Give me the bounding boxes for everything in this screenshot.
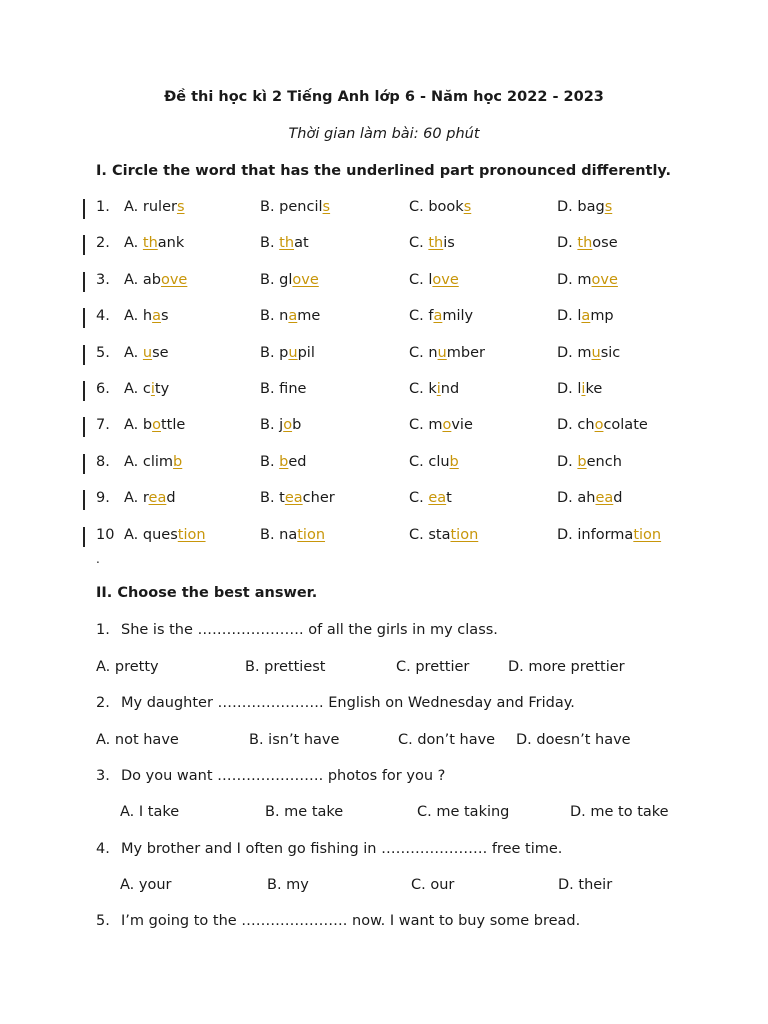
underlined-part: i bbox=[436, 381, 441, 397]
underlined-part: b bbox=[577, 454, 587, 470]
trailing-dot: . bbox=[96, 552, 100, 566]
row-margin-bar bbox=[83, 308, 85, 328]
row-margin-bar bbox=[83, 454, 85, 474]
option-d[interactable] bbox=[557, 308, 614, 324]
question-3-number: 3. bbox=[96, 768, 110, 784]
underlined-part: ove bbox=[160, 272, 188, 288]
word-part: vie bbox=[451, 417, 473, 433]
option-letter: A. bbox=[124, 381, 139, 397]
word-part: ch bbox=[577, 417, 595, 433]
option-a[interactable] bbox=[124, 490, 176, 506]
word-part: b bbox=[142, 417, 153, 433]
word-part: m bbox=[577, 272, 592, 288]
option-b[interactable] bbox=[260, 454, 307, 470]
word-part: pil bbox=[297, 345, 315, 361]
option-c[interactable] bbox=[409, 345, 485, 361]
option-letter: D. bbox=[557, 272, 573, 288]
word-part: nd bbox=[440, 381, 460, 397]
option-letter: B. bbox=[260, 417, 275, 433]
word-part: d bbox=[613, 490, 623, 506]
underlined-part: s bbox=[604, 199, 613, 215]
option-letter: D. bbox=[557, 235, 573, 251]
word-part: ruler bbox=[142, 199, 177, 215]
option-letter: C. bbox=[409, 308, 424, 324]
word-part: p bbox=[279, 345, 289, 361]
question-5-text: I’m going to the …………………. now. I want to buy some bread. bbox=[121, 913, 581, 929]
option-a[interactable] bbox=[124, 199, 185, 215]
question-3-option-a: A. I take bbox=[120, 804, 180, 820]
option-d[interactable] bbox=[557, 235, 618, 251]
option-a[interactable] bbox=[124, 417, 185, 433]
option-letter: D. bbox=[557, 308, 573, 324]
option-letter: B. bbox=[260, 272, 275, 288]
option-d[interactable] bbox=[557, 345, 620, 361]
word-part: ty bbox=[154, 381, 170, 397]
underlined-part: th bbox=[428, 235, 444, 251]
option-letter: A. bbox=[124, 235, 139, 251]
option-d[interactable] bbox=[557, 527, 661, 543]
row-number: 6. bbox=[96, 381, 110, 397]
question-3-option-b: B. me take bbox=[265, 804, 344, 820]
word-part: h bbox=[142, 308, 153, 324]
option-b[interactable] bbox=[260, 527, 325, 543]
row-number: 8. bbox=[96, 454, 110, 470]
word-part: ttle bbox=[160, 417, 186, 433]
option-c[interactable] bbox=[409, 235, 455, 251]
word-part: informa bbox=[577, 527, 634, 543]
question-4-option-c: C. our bbox=[411, 877, 455, 893]
option-letter: B. bbox=[260, 199, 275, 215]
underlined-part: a bbox=[433, 308, 443, 324]
question-1-option-a: A. pretty bbox=[96, 659, 159, 675]
word-part: colate bbox=[603, 417, 648, 433]
word-part: clu bbox=[428, 454, 450, 470]
option-c[interactable] bbox=[409, 527, 478, 543]
word-part: l bbox=[428, 272, 433, 288]
word-part: ah bbox=[577, 490, 596, 506]
row-margin-bar bbox=[83, 490, 85, 510]
option-c[interactable] bbox=[409, 490, 452, 506]
question-4-text: My brother and I often go fishing in …………………. free time. bbox=[121, 841, 563, 857]
option-b[interactable] bbox=[260, 308, 320, 324]
option-b[interactable] bbox=[260, 235, 309, 251]
row-margin-bar bbox=[83, 272, 85, 292]
underlined-part: a bbox=[152, 308, 161, 324]
underlined-part: ove bbox=[591, 272, 618, 288]
underlined-part: u bbox=[288, 345, 298, 361]
word-part: n bbox=[279, 308, 289, 324]
word-part: ench bbox=[586, 454, 622, 470]
underlined-part: tion bbox=[633, 527, 662, 543]
question-4-number: 4. bbox=[96, 841, 110, 857]
question-2-option-b: B. isn’t have bbox=[249, 732, 340, 748]
question-4-option-b: B. my bbox=[267, 877, 309, 893]
option-letter: C. bbox=[409, 490, 424, 506]
word-part: f bbox=[279, 381, 289, 397]
page-title: Đề thi học kì 2 Tiếng Anh lớp 6 - Năm học 2022 - 2023 bbox=[164, 89, 604, 105]
option-a[interactable] bbox=[124, 527, 206, 543]
question-4-option-a: A. your bbox=[120, 877, 172, 893]
option-letter: A. bbox=[124, 199, 139, 215]
option-d[interactable] bbox=[557, 417, 648, 433]
word-part: ose bbox=[592, 235, 618, 251]
option-letter: C. bbox=[409, 199, 424, 215]
option-letter: B. bbox=[260, 527, 275, 543]
option-letter: A. bbox=[124, 454, 139, 470]
question-2-option-a: A. not have bbox=[96, 732, 179, 748]
word-part: mily bbox=[442, 308, 474, 324]
underlined-part: b bbox=[173, 454, 183, 470]
section-2-heading: II. Choose the best answer. bbox=[96, 585, 318, 601]
option-letter: B. bbox=[260, 490, 275, 506]
word-part: m bbox=[428, 417, 443, 433]
word-part: d bbox=[166, 490, 176, 506]
option-a[interactable] bbox=[124, 454, 182, 470]
underlined-part: ea bbox=[148, 490, 167, 506]
question-3-option-d: D. me to take bbox=[570, 804, 669, 820]
word-part: se bbox=[152, 345, 169, 361]
underlined-part: i bbox=[581, 381, 586, 397]
row-margin-bar bbox=[83, 417, 85, 437]
underlined-part: ea bbox=[284, 490, 303, 506]
option-d[interactable] bbox=[557, 490, 623, 506]
option-c[interactable] bbox=[409, 381, 459, 397]
underlined-part: b bbox=[279, 454, 289, 470]
option-letter: D. bbox=[557, 417, 573, 433]
row-number: 5. bbox=[96, 345, 110, 361]
option-letter: A. bbox=[124, 490, 139, 506]
word-part: b bbox=[292, 417, 302, 433]
word-part: m bbox=[577, 345, 592, 361]
word-part: t bbox=[446, 490, 452, 506]
row-margin-bar bbox=[83, 345, 85, 365]
word-part: sta bbox=[428, 527, 451, 543]
underlined-part: ove bbox=[292, 272, 319, 288]
row-margin-bar bbox=[83, 235, 85, 255]
option-d[interactable] bbox=[557, 272, 618, 288]
option-letter: B. bbox=[260, 308, 275, 324]
option-letter: B. bbox=[260, 454, 275, 470]
underlined-part: u bbox=[591, 345, 601, 361]
word-part: bag bbox=[577, 199, 605, 215]
underlined-part: s bbox=[176, 199, 185, 215]
question-5-number: 5. bbox=[96, 913, 110, 929]
option-c[interactable] bbox=[409, 454, 459, 470]
row-number: 2. bbox=[96, 235, 110, 251]
row-margin-bar bbox=[83, 199, 85, 219]
option-c[interactable] bbox=[409, 417, 473, 433]
word-part: mp bbox=[590, 308, 614, 324]
underlined-part: tion bbox=[450, 527, 479, 543]
option-letter: D. bbox=[557, 345, 573, 361]
option-a[interactable] bbox=[124, 308, 169, 324]
option-letter: C. bbox=[409, 272, 424, 288]
word-part: s bbox=[160, 308, 169, 324]
underlined-part: a bbox=[288, 308, 298, 324]
underlined-part: tion bbox=[297, 527, 326, 543]
underlined-part: o bbox=[442, 417, 452, 433]
word-part: ed bbox=[288, 454, 307, 470]
row-margin-bar bbox=[83, 527, 85, 547]
option-letter: D. bbox=[557, 381, 573, 397]
word-part: l bbox=[577, 381, 582, 397]
section-1-heading: I. Circle the word that has the underlined part pronounced differently. bbox=[96, 163, 672, 179]
word-part: j bbox=[279, 417, 284, 433]
option-letter: C. bbox=[409, 527, 424, 543]
row-number: 3. bbox=[96, 272, 110, 288]
underlined-part: ea bbox=[595, 490, 614, 506]
option-b[interactable] bbox=[260, 272, 319, 288]
underlined-part: o bbox=[283, 417, 293, 433]
option-b[interactable] bbox=[260, 490, 335, 506]
option-letter: C. bbox=[409, 345, 424, 361]
exam-duration: Thời gian làm bài: 60 phút bbox=[288, 126, 480, 142]
underlined-part: th bbox=[279, 235, 295, 251]
word-part: t bbox=[279, 490, 285, 506]
underlined-part: u bbox=[437, 345, 447, 361]
word-part: n bbox=[428, 345, 438, 361]
underlined-part: o bbox=[594, 417, 604, 433]
word-part: na bbox=[279, 527, 298, 543]
option-letter: C. bbox=[409, 454, 424, 470]
row-number: 9. bbox=[96, 490, 110, 506]
option-d[interactable] bbox=[557, 454, 622, 470]
option-a[interactable] bbox=[124, 345, 169, 361]
word-part: me bbox=[297, 308, 321, 324]
row-number: 7. bbox=[96, 417, 110, 433]
question-2-number: 2. bbox=[96, 695, 110, 711]
option-letter: B. bbox=[260, 235, 275, 251]
underlined-part: th bbox=[142, 235, 158, 251]
word-part: r bbox=[142, 490, 149, 506]
option-b[interactable] bbox=[260, 345, 315, 361]
underlined-part: th bbox=[577, 235, 593, 251]
word-part: book bbox=[428, 199, 464, 215]
row-number: 4. bbox=[96, 308, 110, 324]
option-b[interactable] bbox=[260, 199, 330, 215]
option-letter: B. bbox=[260, 381, 275, 397]
underlined-part: s bbox=[463, 199, 472, 215]
word-part: ke bbox=[585, 381, 603, 397]
option-a[interactable] bbox=[124, 235, 184, 251]
word-part: gl bbox=[279, 272, 293, 288]
question-3-option-c: C. me taking bbox=[417, 804, 510, 820]
word-part: mber bbox=[446, 345, 485, 361]
option-c[interactable] bbox=[409, 272, 459, 288]
underlined-part: s bbox=[322, 199, 331, 215]
option-letter: A. bbox=[124, 527, 139, 543]
underlined-part: ea bbox=[428, 490, 447, 506]
option-a[interactable] bbox=[124, 272, 187, 288]
option-b[interactable] bbox=[260, 381, 306, 397]
option-c[interactable] bbox=[409, 308, 473, 324]
option-letter: C. bbox=[409, 381, 424, 397]
question-1-option-b: B. prettiest bbox=[245, 659, 326, 675]
option-letter: D. bbox=[557, 490, 573, 506]
word-part: f bbox=[428, 308, 434, 324]
option-letter: A. bbox=[124, 417, 139, 433]
row-margin-bar bbox=[83, 381, 85, 401]
option-letter: A. bbox=[124, 272, 139, 288]
underlined-part: a bbox=[581, 308, 591, 324]
option-letter: D. bbox=[557, 527, 573, 543]
word-part: ques bbox=[142, 527, 178, 543]
option-d[interactable] bbox=[557, 381, 602, 397]
option-letter: C. bbox=[409, 417, 424, 433]
word-part: ab bbox=[142, 272, 161, 288]
word-part: is bbox=[443, 235, 455, 251]
option-b[interactable] bbox=[260, 417, 301, 433]
question-2-option-d: D. doesn’t have bbox=[516, 732, 631, 748]
question-2-text: My daughter …………………. English on Wednesday and Friday. bbox=[121, 695, 575, 711]
underlined-part: u bbox=[142, 345, 153, 361]
question-1-number: 1. bbox=[96, 622, 110, 638]
option-a[interactable] bbox=[124, 381, 169, 397]
question-1-option-d: D. more prettier bbox=[508, 659, 625, 675]
word-part: ne bbox=[288, 381, 307, 397]
question-4-option-d: D. their bbox=[558, 877, 613, 893]
underlined-part: o bbox=[152, 417, 161, 433]
question-1-option-c: C. prettier bbox=[396, 659, 470, 675]
underlined-part: ove bbox=[432, 272, 459, 288]
row-number: 1. bbox=[96, 199, 110, 215]
word-part: pencil bbox=[279, 199, 323, 215]
option-letter: C. bbox=[409, 235, 424, 251]
option-letter: D. bbox=[557, 454, 573, 470]
underlined-part: b bbox=[449, 454, 459, 470]
question-2-option-c: C. don’t have bbox=[398, 732, 496, 748]
word-part: l bbox=[577, 308, 582, 324]
underlined-part: tion bbox=[177, 527, 206, 543]
option-letter: D. bbox=[557, 199, 573, 215]
question-1-text: She is the …………………. of all the girls in my class. bbox=[121, 622, 498, 638]
option-letter: A. bbox=[124, 308, 139, 324]
word-part: ank bbox=[157, 235, 185, 251]
word-part: k bbox=[428, 381, 437, 397]
question-3-text: Do you want …………………. photos for you ? bbox=[121, 768, 446, 784]
word-part: c bbox=[142, 381, 151, 397]
option-d[interactable] bbox=[557, 199, 612, 215]
word-part: cher bbox=[302, 490, 335, 506]
underlined-part: i bbox=[150, 381, 155, 397]
option-letter: A. bbox=[124, 345, 139, 361]
option-letter: B. bbox=[260, 345, 275, 361]
word-part: sic bbox=[600, 345, 621, 361]
word-part: at bbox=[294, 235, 309, 251]
option-c[interactable] bbox=[409, 199, 471, 215]
word-part: clim bbox=[142, 454, 174, 470]
row-number: 10 bbox=[96, 527, 115, 543]
